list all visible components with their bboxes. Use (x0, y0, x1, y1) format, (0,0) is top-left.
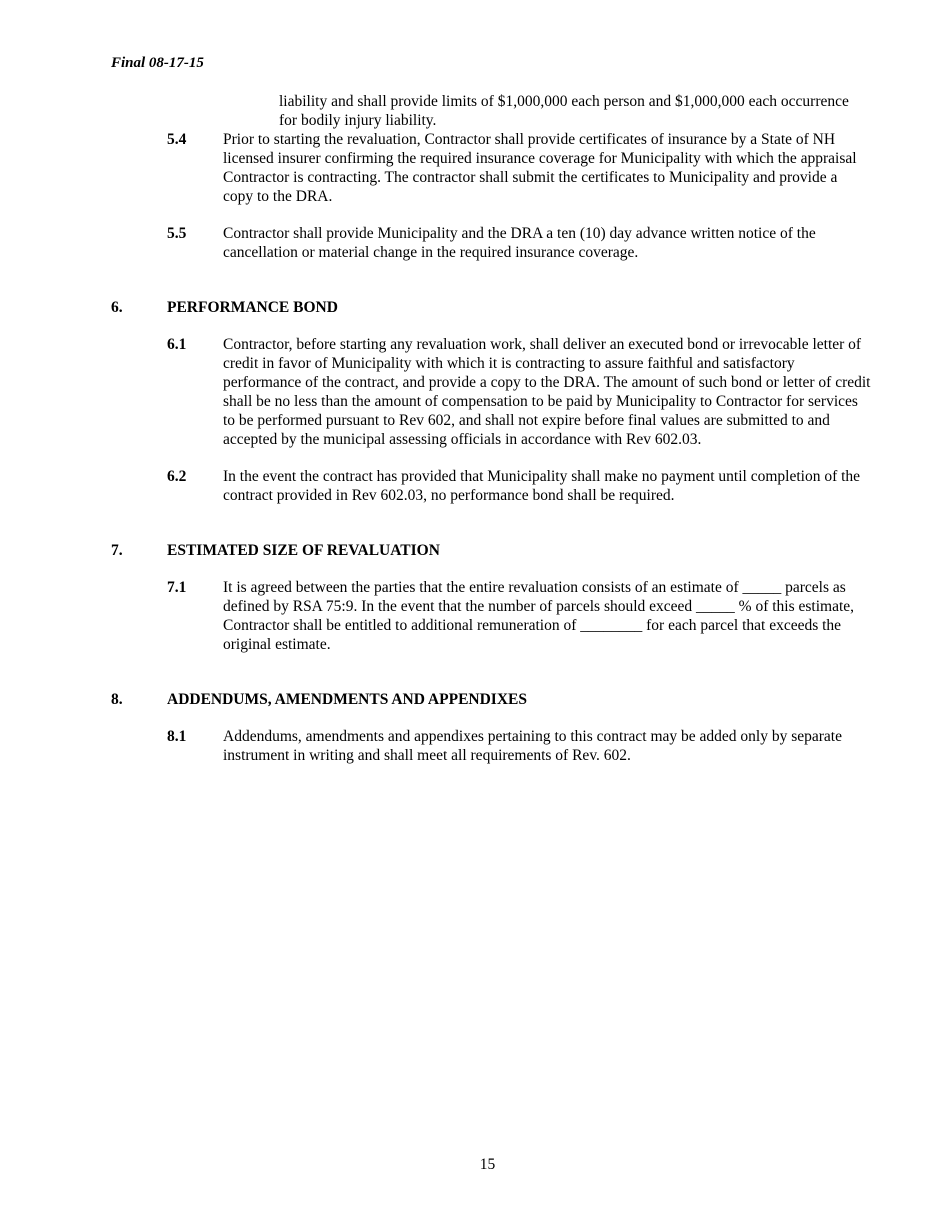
section-8-heading (111, 690, 871, 709)
section-title: PERFORMANCE BOND (167, 299, 338, 316)
clause-5-4 (167, 130, 871, 206)
section-title: ESTIMATED SIZE OF REVALUATION (167, 542, 440, 559)
section-number: 6. (111, 299, 123, 316)
clause-text: Prior to starting the revaluation, Contractor shall provide certificates of insurance by a State of NH licensed insurer confirming the required insurance coverage for Municipality with which the appraisal Contractor is contracting. The contractor shall submit the certificates to Municipality and provide a copy to the DRA. (223, 131, 857, 205)
clause-number: 7.1 (167, 579, 187, 596)
continued-paragraph: liability and shall provide limits of $1,000,000 each person and $1,000,000 each occurrence for bodily injury liability. (279, 93, 849, 129)
clause-number: 5.4 (167, 131, 187, 148)
section-number: 7. (111, 542, 123, 559)
clause-text: In the event the contract has provided that Municipality shall make no payment until completion of the contract provided in Rev 602.03, no performance bond shall be required. (223, 468, 861, 504)
clause-number: 6.1 (167, 336, 187, 353)
clause-6-1 (167, 335, 871, 449)
clause-number: 5.5 (167, 225, 187, 242)
clause-7-1 (167, 578, 871, 654)
clause-text: Addendums, amendments and appendixes pertaining to this contract may be added only by separate instrument in writing and shall meet all requirements of Rev. 602. (223, 728, 842, 764)
clause-text: Contractor shall provide Municipality and the DRA a ten (10) day advance written notice of the cancellation or material change in the required insurance coverage. (223, 225, 816, 261)
clause-text: It is agreed between the parties that the entire revaluation consists of an estimate of _____ parcels as defined by RSA 75:9. In the event that the number of parcels should exceed _____ % of this estimate, Contractor shall be entitled to additional remuneration of ________ for each parcel that exceeds the original estimate. (223, 579, 855, 653)
clause-number: 6.2 (167, 468, 187, 485)
clause-6-2 (167, 467, 871, 505)
section-7-heading (111, 541, 871, 560)
draft-date-stamp: Final 08-17-15 (111, 55, 204, 71)
clause-number: 8.1 (167, 728, 187, 745)
section-number: 8. (111, 691, 123, 708)
clause-8-1 (167, 727, 871, 765)
page-number: 15 (479, 1156, 496, 1173)
clause-text: Contractor, before starting any revaluation work, shall deliver an executed bond or irrevocable letter of credit in favor of Municipality with which it is contracting to assure faithful and satisfactory performance of the contract, and provide a copy to the DRA. The amount of such bond or letter of credit shall be no less than the amount of compensation to be paid by Municipality to Contractor for services to be performed pursuant to Rev 602, and shall not expire before final values are submitted to and accepted by the municipal assessing officials in accordance with Rev 602.03. (223, 336, 871, 448)
page-content (111, 92, 871, 765)
clause-5-5 (167, 224, 871, 262)
section-title: ADDENDUMS, AMENDMENTS AND APPENDIXES (167, 691, 527, 708)
section-6-heading (111, 298, 871, 317)
